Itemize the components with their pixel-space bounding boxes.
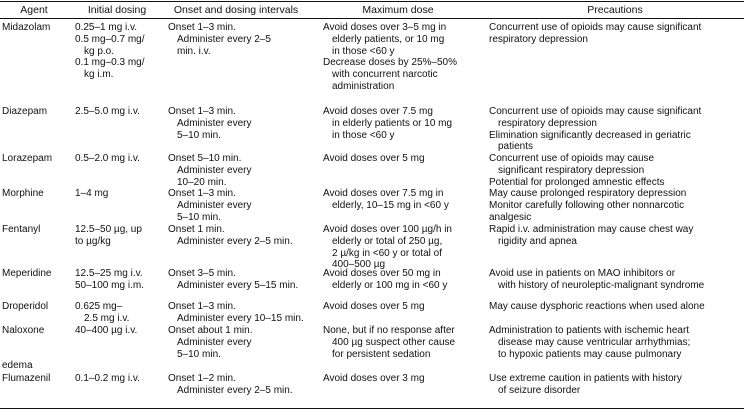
onset-cell (168, 373, 293, 397)
precautions-line: May cause prolonged respiratory depression (489, 188, 687, 199)
onset-line: Administer every 10–15 min. (177, 312, 304, 324)
precautions-line: rigidity and apnea (498, 235, 577, 247)
onset-line: 5–10 min. (177, 129, 221, 141)
initial-dosing-line: to µg/kg (75, 235, 111, 247)
agent-cell (2, 268, 51, 280)
agent-cell (2, 106, 47, 118)
onset-line: Administer every (177, 164, 252, 176)
precautions-line: Use extreme caution in patients with history (489, 373, 682, 384)
agent-cell (2, 301, 48, 313)
onset-line: Onset 3–5 min. (168, 268, 236, 279)
maximum-dose-line: in elderly patients or 10 mg (332, 117, 453, 129)
onset-line: Administer every 2–5 min. (177, 235, 293, 247)
initial-dosing-line: 0.625 mg– (75, 301, 123, 312)
maximum-dose-line: 400–500 µg (332, 259, 386, 271)
precautions-line: Administration to patients with ischemic heart (489, 325, 690, 336)
initial-dosing-line: 40–400 µg i.v. (75, 325, 138, 336)
maximum-dose-line: Avoid doses over 7.5 mg in (323, 188, 444, 199)
onset-line: Onset 1–3 min. (168, 188, 236, 199)
precautions-line: Potential for prolonged amnestic effects (489, 176, 665, 188)
initial-dosing-line: 1–4 mg (75, 188, 109, 199)
precautions-cell (489, 22, 701, 46)
maximum-dose-cell (323, 373, 425, 385)
maximum-dose-line: elderly, 10–15 mg in <60 y (332, 199, 449, 211)
precautions-line: respiratory depression (498, 117, 597, 129)
maximum-dose-line: Avoid doses over 100 µg/h in (323, 224, 452, 235)
agent-line: Flumazenil (2, 373, 51, 384)
agent-line: Diazepam (2, 106, 48, 117)
agent-line (2, 349, 44, 361)
precautions-line: Avoid use in patients on MAO inhibitors or (489, 268, 676, 279)
initial-dosing-cell (75, 153, 140, 165)
agent-line: Naloxone (2, 325, 45, 336)
maximum-dose-line: administration (332, 80, 395, 92)
agent-line (2, 337, 44, 349)
onset-line: Administer every (177, 336, 252, 348)
maximum-dose-line: in those <60 y (332, 45, 395, 57)
maximum-dose-line: Decrease doses by 25%–50% (323, 57, 457, 69)
agent-cell (2, 224, 40, 236)
maximum-dose-cell (323, 301, 425, 313)
initial-dosing-cell (75, 301, 129, 325)
maximum-dose-line: elderly patients, or 10 mg (332, 33, 445, 45)
initial-dosing-cell (75, 188, 108, 200)
maximum-dose-line: elderly or 100 mg in <60 y (332, 279, 448, 291)
initial-dosing-cell (75, 22, 144, 81)
onset-cell (168, 224, 293, 248)
header-initial-dosing: Initial dosing (87, 4, 147, 16)
precautions-line: Elimination significantly decreased in geriatric (489, 129, 691, 141)
onset-line: Administer every (177, 199, 252, 211)
onset-line: Administer every 5–15 min. (177, 279, 299, 291)
maximum-dose-line: Avoid doses over 5 mg (323, 301, 425, 312)
initial-dosing-line: 2.5 mg i.v. (84, 312, 130, 324)
precautions-cell (489, 268, 704, 292)
onset-line: Onset 1 min. (168, 224, 225, 235)
precautions-line: respiratory depression (489, 33, 588, 45)
maximum-dose-line: None, but if no response after (323, 325, 455, 336)
onset-cell (168, 106, 251, 141)
maximum-dose-cell (323, 153, 425, 165)
onset-cell (168, 188, 251, 223)
onset-line: Onset 1–3 min. (168, 22, 236, 33)
agent-line: Fentanyl (2, 224, 41, 235)
precautions-cell (489, 188, 686, 223)
precautions-line: significant respiratory depression (498, 164, 645, 176)
precautions-line: May cause dysphoric reactions when used alone (489, 301, 705, 312)
agent-line: edema (2, 360, 33, 372)
agent-cell (2, 22, 50, 34)
initial-dosing-line: 12.5–25 mg i.v. (75, 268, 143, 279)
maximum-dose-line: Avoid doses over 3 mg (323, 373, 425, 384)
onset-line: Onset 1–3 min. (168, 301, 236, 312)
onset-line: 10–20 min. (177, 176, 227, 188)
onset-cell (168, 153, 251, 188)
initial-dosing-cell (75, 106, 140, 118)
initial-dosing-line: 12.5–50 µg, up (75, 224, 142, 235)
maximum-dose-line: 2 µ/kg in <60 y or total of (332, 247, 442, 259)
onset-line: Onset about 1 min. (168, 325, 253, 336)
onset-line: Onset 1–2 min. (168, 373, 236, 384)
precautions-line: Concurrent use of opioids may cause significant (489, 106, 702, 117)
maximum-dose-cell (323, 22, 457, 93)
initial-dosing-line: 0.25–1 mg i.v. (75, 22, 138, 33)
maximum-dose-line: Avoid doses over 7.5 mg (323, 106, 433, 117)
onset-cell (168, 268, 298, 292)
precautions-line: disease may cause ventricular arrhythmias; (498, 336, 691, 348)
initial-dosing-line: kg i.m. (84, 69, 114, 81)
maximum-dose-cell (323, 106, 452, 141)
precautions-line: Monitor carefully following other nonnarcotic (489, 199, 685, 211)
precautions-line: analgesic (489, 211, 532, 223)
precautions-cell (489, 325, 690, 360)
agent-cell (2, 325, 44, 372)
onset-line: Administer every (177, 117, 252, 129)
initial-dosing-line: 0.1 mg–0.3 mg/ (75, 57, 145, 69)
precautions-cell (489, 153, 664, 188)
agent-line: Lorazepam (2, 153, 53, 164)
precautions-line: of seizure disorder (498, 384, 581, 396)
header-agent: Agent (20, 4, 48, 16)
header-maximum-dose: Maximum dose (362, 4, 434, 16)
initial-dosing-line: 0.5 mg–0.7 mg/ (75, 33, 145, 45)
precautions-cell (489, 301, 705, 313)
header-rule (0, 18, 744, 19)
initial-dosing-cell (75, 268, 144, 292)
header-precautions: Precautions (587, 4, 643, 16)
initial-dosing-line: 0.1–0.2 mg i.v. (75, 373, 140, 384)
onset-line: 5–10 min. (177, 348, 221, 360)
onset-line: Administer every 2–5 (177, 33, 271, 45)
agent-cell (2, 373, 50, 385)
precautions-cell (489, 224, 693, 248)
agent-line: Droperidol (2, 301, 49, 312)
onset-line: Onset 1–3 min. (168, 106, 236, 117)
precautions-line: to hypoxic patients may cause pulmonary (498, 348, 682, 360)
initial-dosing-cell (75, 224, 142, 248)
precautions-line: Concurrent use of opioids may cause (489, 153, 655, 164)
agent-line: Meperidine (2, 268, 52, 279)
initial-dosing-line: 2.5–5.0 mg i.v. (75, 106, 140, 117)
maximum-dose-line: for persistent sedation (332, 348, 431, 360)
onset-cell (168, 325, 253, 360)
precautions-line: patients (498, 141, 534, 153)
precautions-line: Rapid i.v. administration may cause chest way (489, 224, 694, 235)
onset-line: Onset 5–10 min. (168, 153, 242, 164)
initial-dosing-line: kg p.o. (84, 45, 115, 57)
maximum-dose-line: elderly or total of 250 µg, (332, 235, 443, 247)
agent-cell (2, 153, 52, 165)
agent-cell (2, 188, 44, 200)
onset-line: Administer every 2–5 min. (177, 384, 293, 396)
header-onset: Onset and dosing intervals (173, 4, 299, 16)
maximum-dose-line: 400 µg suspect other cause (332, 336, 456, 348)
onset-line: min. i.v. (177, 45, 211, 57)
maximum-dose-cell (323, 268, 447, 292)
precautions-cell (489, 373, 682, 397)
maximum-dose-line: with concurrent narcotic (332, 69, 438, 81)
agent-line: Midazolam (2, 22, 51, 33)
onset-cell (168, 301, 304, 325)
agent-line: Morphine (2, 188, 44, 199)
maximum-dose-line: Avoid doses over 50 mg in (323, 268, 441, 279)
maximum-dose-line: in those <60 y (332, 129, 395, 141)
maximum-dose-cell (323, 325, 455, 360)
maximum-dose-line: Avoid doses over 3–5 mg in (323, 22, 447, 33)
maximum-dose-cell (323, 188, 449, 212)
initial-dosing-line: 50–100 mg i.m. (75, 279, 144, 291)
precautions-line: with history of neuroleptic-malignant syndrome (498, 279, 705, 291)
initial-dosing-cell (75, 325, 137, 337)
initial-dosing-cell (75, 373, 140, 385)
precautions-cell (489, 106, 701, 153)
maximum-dose-cell (323, 224, 452, 271)
initial-dosing-line: 0.5–2.0 mg i.v. (75, 153, 140, 164)
onset-line: 5–10 min. (177, 211, 221, 223)
onset-cell (168, 22, 271, 57)
precautions-line: Concurrent use of opioids may cause significant (489, 22, 702, 33)
maximum-dose-line: Avoid doses over 5 mg (323, 153, 425, 164)
table-bottom-rule (0, 408, 744, 409)
